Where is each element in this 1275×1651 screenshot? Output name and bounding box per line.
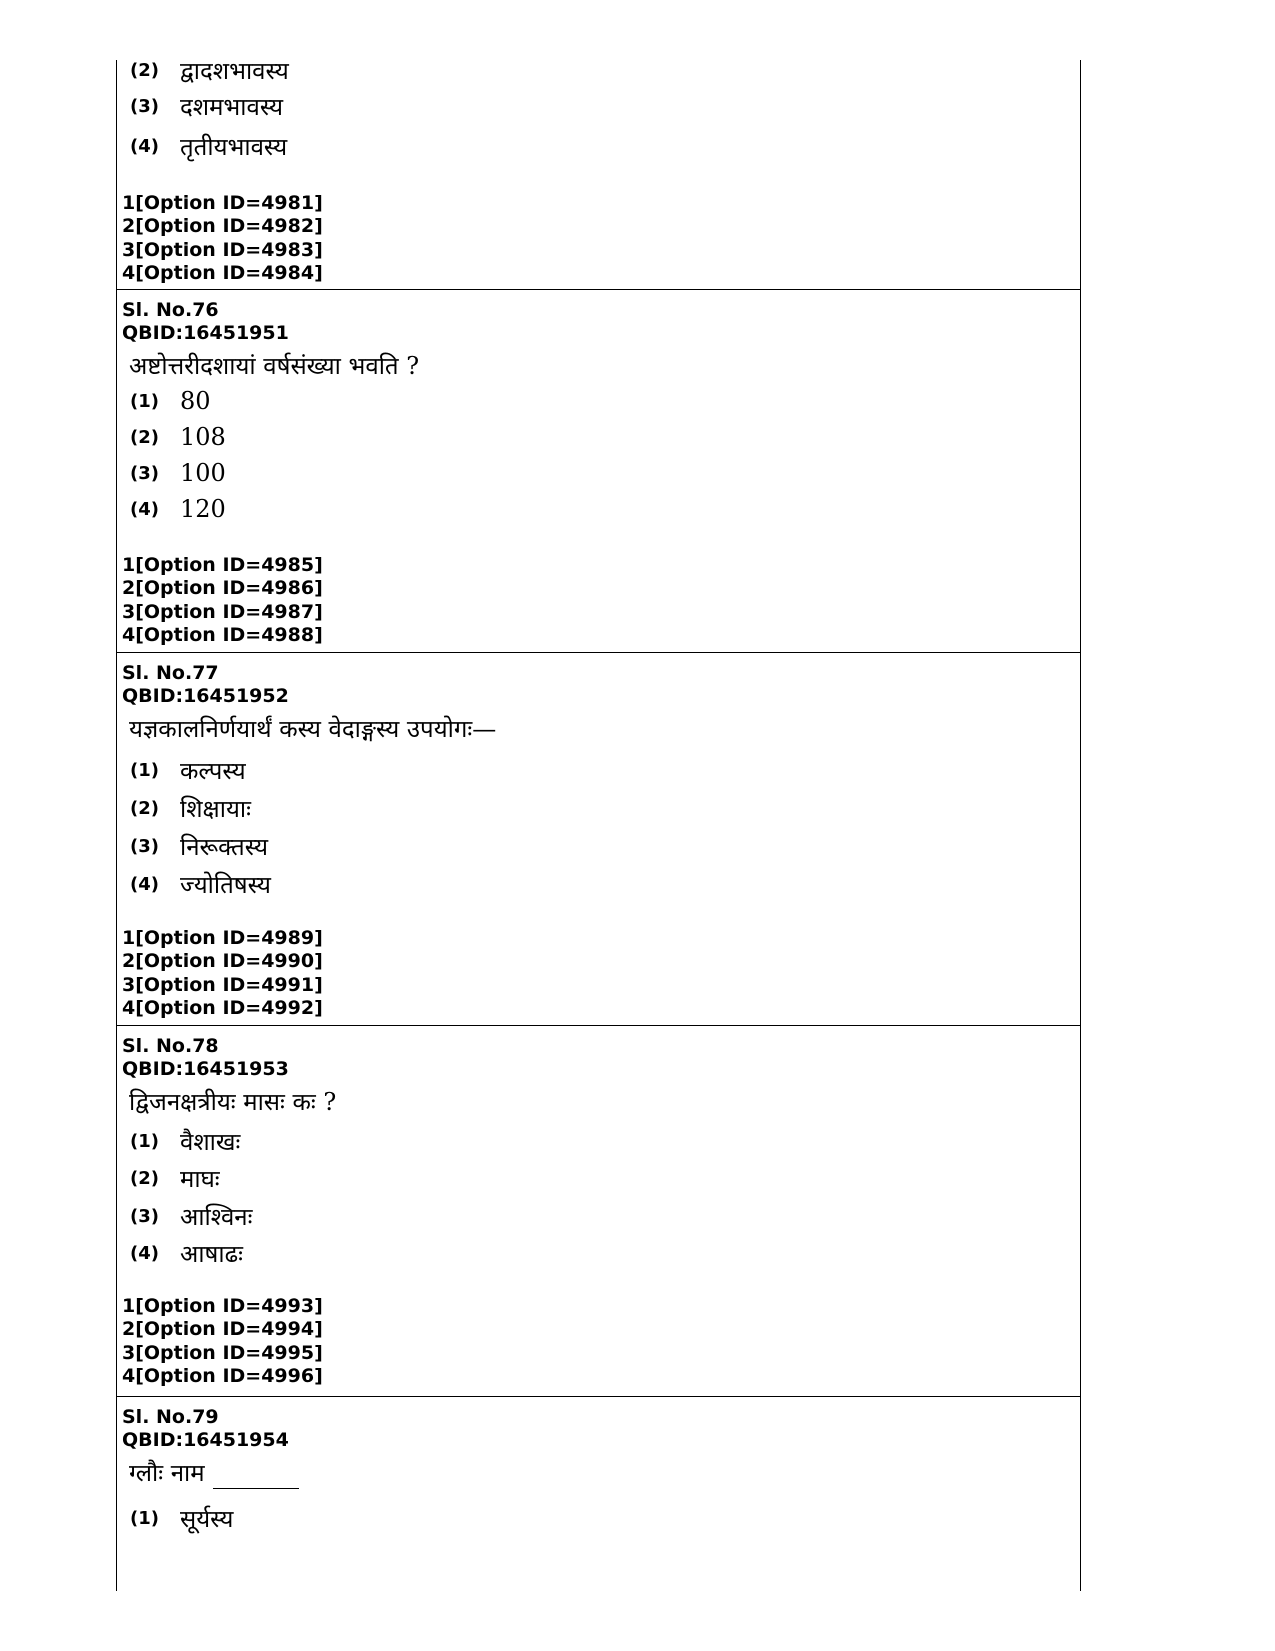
option-1: (1) 80: [130, 387, 211, 415]
row-divider: [116, 1025, 1081, 1026]
serial-number: Sl. No.77: [122, 662, 219, 684]
option-3: (3) निरूक्तस्य: [130, 833, 268, 861]
serial-number: Sl. No.78: [122, 1035, 219, 1057]
question-meta: [122, 662, 289, 708]
question-meta: [122, 1035, 289, 1081]
option-2: (2) द्वादशभावस्य: [130, 57, 289, 85]
option-id: 1[Option ID=4993]: [122, 1295, 323, 1317]
option-1: (1) कल्पस्य: [130, 757, 246, 785]
qbid: QBID:16451951: [122, 322, 289, 344]
option-2: (2) 108: [130, 423, 226, 451]
option-id: 1[Option ID=4981]: [122, 192, 323, 214]
option-id: 3[Option ID=4987]: [122, 600, 323, 623]
question-block-78: [116, 1027, 1081, 1395]
row-divider: [116, 1396, 1081, 1397]
option-3: (3) 100: [130, 459, 226, 487]
question-text: [129, 1456, 299, 1489]
option-id-list: [122, 192, 323, 285]
option-4: (4) तृतीयभावस्य: [130, 133, 288, 161]
option-1: (1) वैशाखः: [130, 1128, 241, 1156]
question-meta: [122, 299, 289, 345]
option-id: 1[Option ID=4989]: [122, 927, 323, 949]
option-id: 3[Option ID=4983]: [122, 238, 323, 261]
option-4: (4) 120: [130, 495, 226, 523]
option-id: 2[Option ID=4982]: [122, 215, 323, 238]
serial-number: Sl. No.76: [122, 299, 219, 321]
option-3: (3) आश्विनः: [130, 1203, 253, 1231]
question-block-76: [116, 291, 1081, 651]
option-1: (1) सूर्यस्य: [130, 1505, 234, 1533]
option-2: (2) शिक्षायाः: [130, 795, 251, 823]
qbid: QBID:16451952: [122, 685, 289, 707]
answer-blank: [213, 1466, 299, 1489]
question-block-79: [116, 1398, 1081, 1588]
option-id: 2[Option ID=4986]: [122, 577, 323, 600]
option-4: (4) आषाढः: [130, 1240, 243, 1268]
option-id: 4[Option ID=4984]: [122, 261, 323, 284]
option-3: (3) दशमभावस्य: [130, 93, 284, 121]
qbid: QBID:16451953: [122, 1058, 289, 1080]
option-2: (2) माघः: [130, 1165, 220, 1193]
option-id: 2[Option ID=4990]: [122, 950, 323, 973]
option-id: 4[Option ID=4996]: [122, 1364, 323, 1387]
question-block-77: [116, 654, 1081, 1024]
option-id-list: [122, 554, 323, 647]
option-id-list: [122, 927, 323, 1020]
option-id: 4[Option ID=4988]: [122, 623, 323, 646]
question-block-75-continued: [116, 48, 1081, 288]
row-divider: [116, 652, 1081, 653]
option-id: 1[Option ID=4985]: [122, 554, 323, 576]
question-text: अष्टोत्तरीदशायां वर्षसंख्या भवति ?: [129, 352, 420, 380]
qbid: QBID:16451954: [122, 1429, 289, 1451]
option-id: 3[Option ID=4995]: [122, 1341, 323, 1364]
serial-number: Sl. No.79: [122, 1406, 219, 1428]
question-text: यज्ञकालनिर्णयार्थं कस्य वेदाङ्गस्य उपयोगः—: [129, 715, 497, 743]
question-text: द्विजनक्षत्रीयः मासः कः ?: [129, 1088, 337, 1116]
option-id: 4[Option ID=4992]: [122, 996, 323, 1019]
row-divider: [116, 289, 1081, 290]
option-4: (4) ज्योतिषस्य: [130, 871, 271, 899]
question-label: ग्लौः नाम: [129, 1459, 205, 1487]
option-id: 2[Option ID=4994]: [122, 1318, 323, 1341]
question-meta: [122, 1406, 289, 1452]
option-id: 3[Option ID=4991]: [122, 973, 323, 996]
option-id-list: [122, 1295, 323, 1388]
